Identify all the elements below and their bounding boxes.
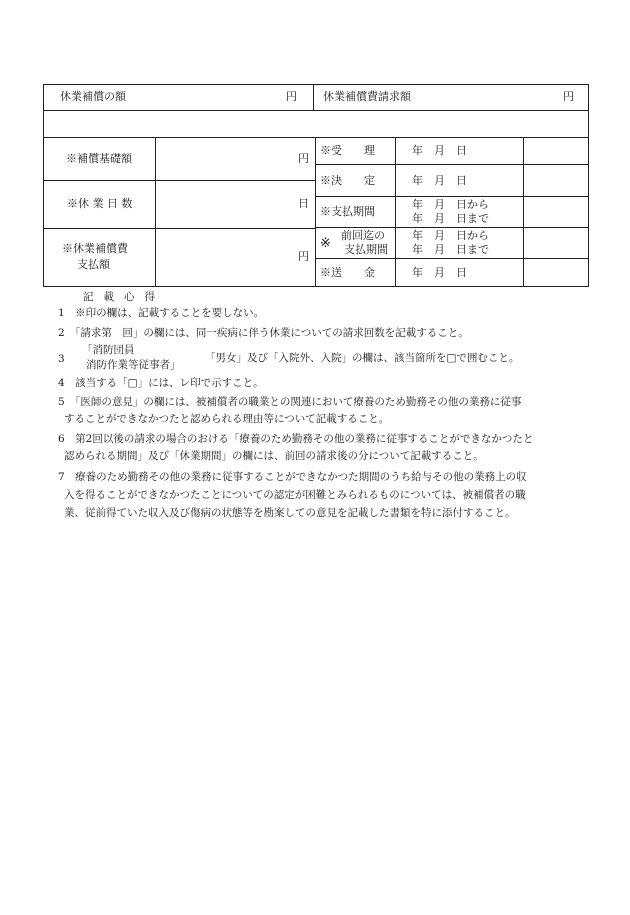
note-7-line1: 7 療養のため勤務その他の業務に従事することができなかつた期間のうち給与その他の業務上の収 — [58, 471, 527, 483]
payment-period-to: 年 月 日まで — [412, 212, 489, 225]
notes-title: 記載心得 — [83, 291, 165, 303]
note-5-line1: 5 「医師の意見」の欄には、被補償者の職業との関連において療養のため勤務その他の業務に従事 — [58, 396, 522, 408]
previous-period-from: 年 月 日から — [412, 229, 489, 242]
leave-days-label: ※休 業 日 数 — [67, 197, 133, 210]
received-label: ※受 理 — [320, 144, 375, 157]
payment-period-from: 年 月 日から — [412, 198, 489, 211]
remittance-label: ※送 金 — [320, 266, 375, 279]
top-row-divider — [313, 84, 314, 111]
payment-unit: 円 — [298, 250, 309, 263]
previous-period-mark: ※ — [320, 236, 331, 251]
base-amount-unit: 円 — [298, 152, 309, 165]
previous-period-to: 年 月 日まで — [412, 243, 489, 256]
decided-label: ※決 定 — [320, 174, 375, 187]
payment-label-line1: ※休業補償費 — [62, 242, 128, 255]
received-date: 年 月 日 — [412, 144, 467, 157]
note-3-number: 3 — [58, 353, 65, 365]
note-4: 4 該当する「□」には、レ印で示すこと。 — [58, 377, 264, 389]
remittance-date: 年 月 日 — [412, 266, 467, 279]
payment-label-line2: 支払額 — [77, 258, 110, 271]
note-7-line2: 入を得ることができなかつたことについての認定が困難とみられるものについては、被補償者の職 — [64, 489, 526, 501]
note-5-line2: することができなかつたと認められる理由等について記載すること。 — [64, 413, 390, 425]
claim-amount-unit: 円 — [563, 90, 574, 103]
previous-period-label-line2: 支払期間 — [344, 243, 388, 256]
leave-days-unit: 日 — [298, 197, 309, 210]
claim-amount-label: 休業補償費請求額 — [323, 90, 411, 103]
note-3-line-a: 「消防団員 — [82, 344, 135, 356]
note-2: 2 「請求第 回」の欄には、同一疾病に伴う休業についての請求回数を記載すること。 — [58, 327, 469, 339]
previous-period-label-line1: 前回迄の — [341, 229, 385, 242]
note-1: 1 ※印の欄は、記載することを要しない。 — [58, 307, 265, 319]
note-7-line3: 業、従前得ていた収入及び傷病の状態等を勘案しての意見を記載した書類を特に添付すること。 — [64, 507, 516, 519]
payment-period-label: ※支払期間 — [320, 205, 375, 218]
note-6-line1: 6 第2回以後の請求の場合のおける「療養のため勤務その他の業務に従事することができなかつたと — [58, 433, 534, 445]
blank-row — [43, 110, 589, 138]
note-6-line2: 認められる期間」及び「休業期間」の欄には、前回の請求後の分について記載すること。 — [64, 450, 484, 462]
base-amount-label: ※補償基礎額 — [66, 152, 132, 165]
decided-date: 年 月 日 — [412, 174, 467, 187]
compensation-amount-unit: 円 — [286, 90, 297, 103]
compensation-amount-label: 休業補償の額 — [60, 90, 126, 103]
note-3-text: 「男女」及び「入院外、入院」の欄は、該当箇所を□で囲むこと。 — [205, 352, 520, 364]
note-3-line-b: 消防作業等従事者」 — [86, 359, 181, 371]
